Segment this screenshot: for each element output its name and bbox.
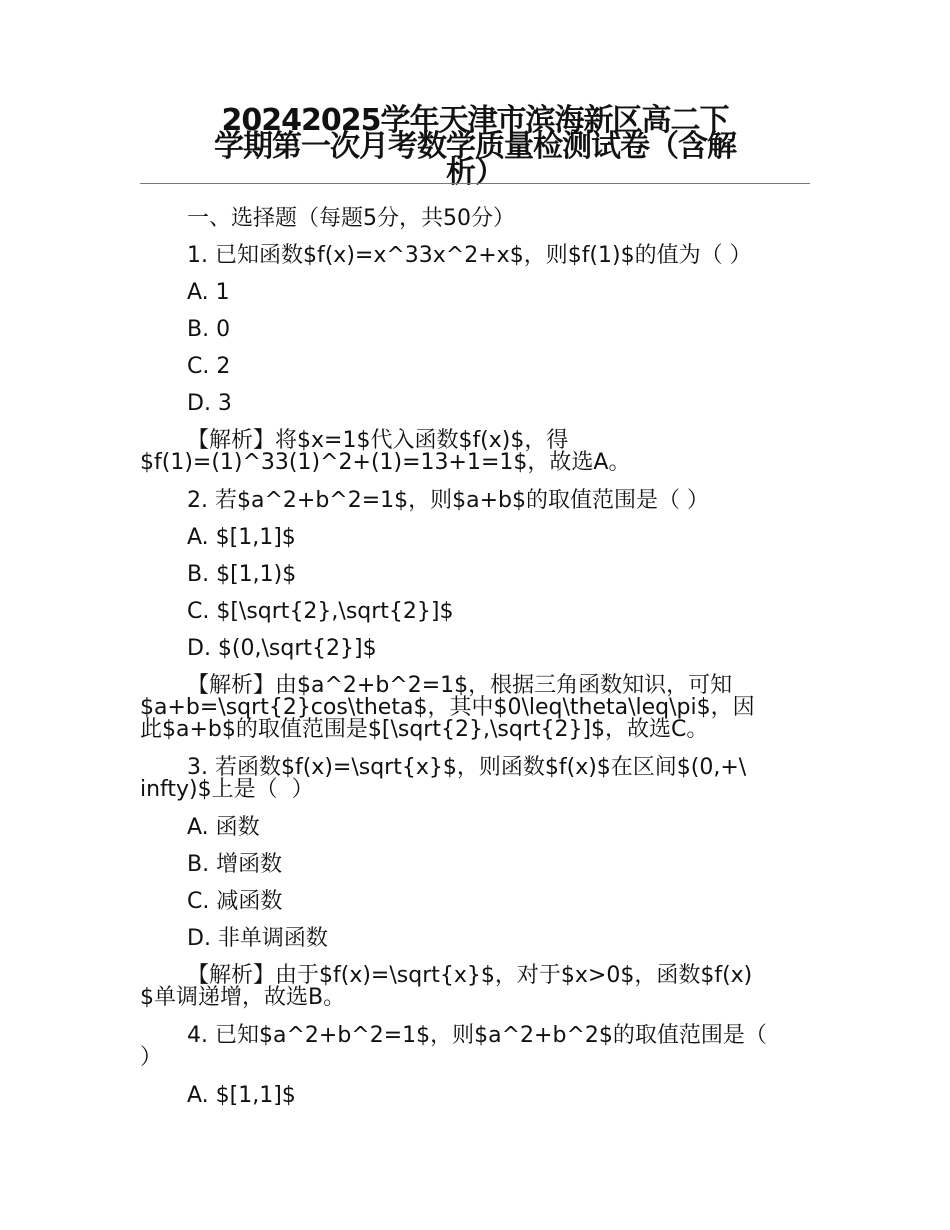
question-1-stem: 1. 已知函数$f(x)=x^33x^2+x$，则$f(1)$的值为（ ） xyxy=(187,243,752,268)
question-1-analysis xyxy=(140,422,810,482)
question-4-stem xyxy=(140,1017,810,1077)
analysis-line: 【解析】由$a^2+b^2=1$，根据三角函数知识，可知 xyxy=(187,673,733,698)
question-1-option-a: A. 1 xyxy=(187,280,230,305)
analysis-line: 【解析】由于$f(x)=\sqrt{x}$，对于$x>0$，函数$f(x) xyxy=(187,963,753,988)
analysis-line: $f(1)=(1)^33(1)^2+(1)=13+1=1$，故选A。 xyxy=(140,450,631,475)
title-line: 20242025学年天津市滨海新区高二下 xyxy=(221,103,729,138)
document-body xyxy=(140,200,810,1114)
analysis-line: $单调递增，故选B。 xyxy=(140,985,346,1010)
section-heading: 一、选择题（每题5分，共50分） xyxy=(187,206,515,231)
analysis-line: 【解析】将$x=1$代入函数$f(x)$，得 xyxy=(187,428,569,453)
title-line: 析） xyxy=(446,155,504,190)
question-2-option-c: C. $[\sqrt{2},\sqrt{2}]$ xyxy=(187,599,454,624)
document-title xyxy=(140,103,810,190)
question-2-analysis xyxy=(140,667,810,749)
question-3-analysis xyxy=(140,957,810,1017)
question-2-stem: 2. 若$a^2+b^2=1$，则$a+b$的取值范围是（ ） xyxy=(187,488,710,513)
title-divider xyxy=(140,183,810,184)
question-3-option-a: A. 函数 xyxy=(187,815,260,840)
question-1-option-c: C. 2 xyxy=(187,354,231,379)
question-2-option-d: D. $(0,\sqrt{2}]$ xyxy=(187,636,377,661)
question-3-option-c: C. 减函数 xyxy=(187,889,283,914)
question-2-option-a: A. $[1,1]$ xyxy=(187,525,296,550)
analysis-line: $a+b=\sqrt{2}cos\theta$，其中$0\leq\theta\leq\pi$，因 xyxy=(140,695,755,720)
stem-line: 4. 已知$a^2+b^2=1$，则$a^2+b^2$的取值范围是（ xyxy=(187,1023,767,1048)
title-line: 学期第一次月考数学质量检测试卷（含解 xyxy=(214,129,736,164)
stem-line: 3. 若函数$f(x)=\sqrt{x}$，则函数$f(x)$在区间$(0,+\ xyxy=(187,755,747,780)
question-1-option-b: B. 0 xyxy=(187,317,231,342)
analysis-line: 此$a+b$的取值范围是$[\sqrt{2},\sqrt{2}]$，故选C。 xyxy=(140,717,709,742)
question-3-option-b: B. 增函数 xyxy=(187,852,283,877)
question-3-option-d: D. 非单调函数 xyxy=(187,926,328,951)
question-4-option-a: A. $[1,1]$ xyxy=(187,1083,296,1108)
stem-line: ） xyxy=(140,1045,163,1070)
question-3-stem xyxy=(140,749,810,809)
question-2-option-b: B. $[1,1)$ xyxy=(187,562,297,587)
stem-line: infty)$上是（ ） xyxy=(140,777,314,802)
question-1-option-d: D. 3 xyxy=(187,391,232,416)
